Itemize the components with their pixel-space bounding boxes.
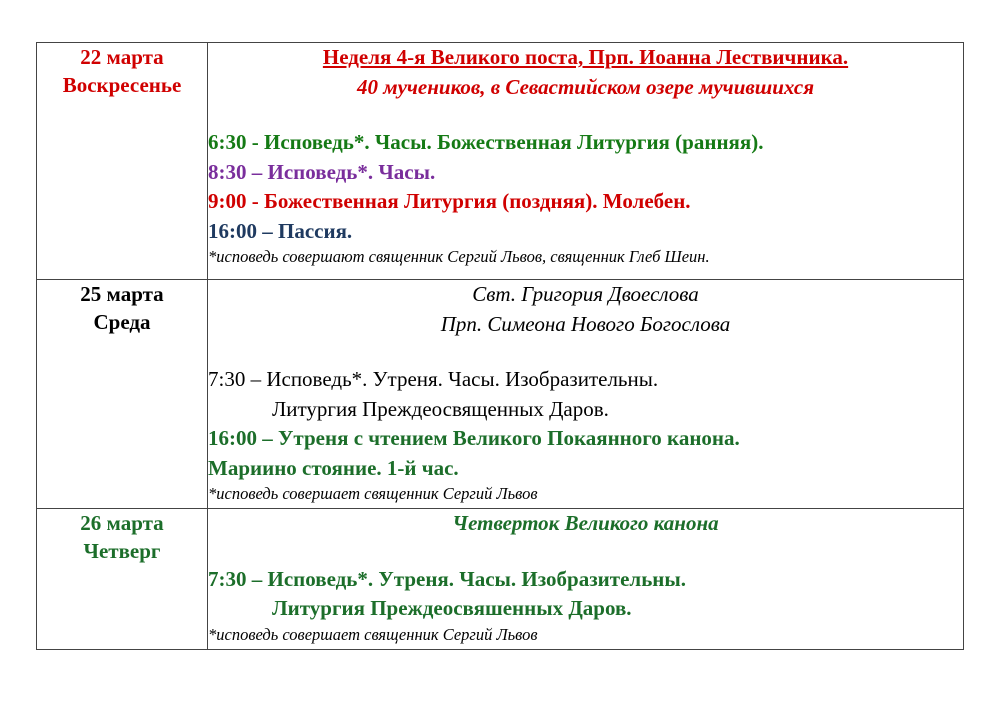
service-line: 16:00 – Утреня с чтением Великого Покаянного канона. xyxy=(208,426,740,450)
feast-heading: Свт. Григория Двоеслова xyxy=(472,282,699,306)
service-line: 7:30 – Исповедь*. Утреня. Часы. Изобразительны. xyxy=(208,367,659,391)
feast-subheading: 40 мучеников, в Севастийском озере мучившихся xyxy=(356,74,815,99)
date: 26 марта xyxy=(80,511,164,535)
weekday: Среда xyxy=(93,310,151,334)
spacer xyxy=(208,539,963,565)
service-line: 9:00 - Божественная Литургия (поздняя). Молебен. xyxy=(208,189,691,213)
date-cell xyxy=(37,509,208,650)
date: 25 марта xyxy=(80,282,164,306)
service-line: 6:30 - Исповедь*. Часы. Божественная Литургия (ранняя). xyxy=(208,130,764,154)
service-line: Мариино стояние. 1-й час. xyxy=(208,455,459,480)
weekday: Воскресенье xyxy=(62,73,182,97)
date-cell xyxy=(37,280,208,509)
content-cell xyxy=(208,280,964,509)
weekday: Четверг xyxy=(83,539,161,563)
content-cell xyxy=(208,43,964,280)
table-row xyxy=(37,43,964,280)
spacer xyxy=(208,102,963,128)
schedule-table xyxy=(36,42,964,650)
confession-note: *исповедь совершает священник Сергий Львов xyxy=(208,484,538,503)
service-line: Литургия Преждеосвяшенных Даров. xyxy=(272,596,632,620)
service-line: 7:30 – Исповедь*. Утреня. Часы. Изобразительны. xyxy=(208,566,687,591)
confession-note: *исповедь совершает священник Сергий Львов xyxy=(208,624,538,644)
service-line: 8:30 – Исповедь*. Часы. xyxy=(208,159,436,184)
date: 22 марта xyxy=(80,45,164,69)
table-row xyxy=(37,509,964,650)
spacer xyxy=(208,339,963,365)
feast-subheading: Прп. Симеона Нового Богослова xyxy=(440,311,731,336)
confession-note: *исповедь совершают священник Сергий Львов, священник Глеб Шеин. xyxy=(208,247,710,266)
table-row xyxy=(37,280,964,509)
feast-heading: Неделя 4-я Великого поста, Прп. Иоанна Лествичника. xyxy=(322,45,849,69)
service-line: 16:00 – Пассия. xyxy=(208,218,353,243)
date-cell xyxy=(37,43,208,280)
content-cell xyxy=(208,509,964,650)
feast-heading: Четверток Великого канона xyxy=(452,511,719,535)
service-line: Литургия Преждеосвященных Даров. xyxy=(272,396,609,421)
